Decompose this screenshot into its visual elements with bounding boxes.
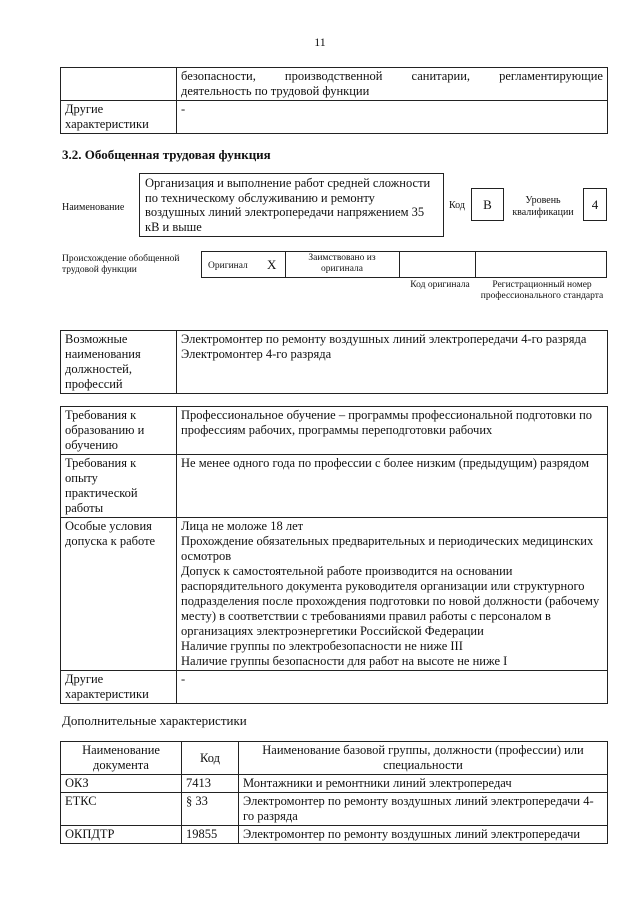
req-label: Требования к опыту практической работы	[61, 455, 177, 518]
table-row	[61, 826, 608, 844]
requirement-row	[61, 518, 608, 671]
borrowed-label: Заимствовано из оригинала	[308, 253, 376, 274]
original-mark: X	[267, 257, 277, 272]
req-line: Наличие группы безопасности для работ на высоте не ниже I	[181, 654, 508, 668]
cell-doc: ОКПДТР	[61, 826, 182, 844]
header-code: Код	[182, 742, 239, 775]
code-caption: Код оригинала	[410, 280, 470, 290]
section-title: 3.2. Обобщенная трудовая функция	[62, 147, 271, 162]
code-label: Код	[449, 200, 465, 211]
cell-doc: ЕТКС	[61, 793, 182, 826]
table-row	[61, 793, 608, 826]
positions-table	[60, 330, 608, 394]
level-label: Уровень квалификации	[512, 195, 574, 218]
header-name: Наименование базовой группы, должности (профессии) или специальности	[239, 742, 608, 775]
original-label: Оригинал	[208, 261, 248, 271]
additional-header-row	[61, 742, 608, 775]
position-item: Электромонтер по ремонту воздушных линий электропередачи 4-го разряда	[181, 332, 587, 346]
req-line: Лица не моложе 18 лет	[181, 519, 304, 533]
req-label: Особые условия допуска к работе	[61, 518, 177, 671]
cell-name: Монтажники и ремонтники линий электропередач	[239, 775, 608, 793]
level-value: 4	[583, 188, 607, 221]
top-word: регламентирующие	[499, 69, 603, 83]
top-table	[60, 67, 608, 134]
requirement-row	[61, 455, 608, 518]
additional-title: Дополнительные характеристики	[62, 713, 247, 728]
other-value: -	[177, 101, 608, 134]
requirement-row	[61, 671, 608, 704]
req-value: Профессиональное обучение – программы профессиональной подготовки по профессиям рабочих, программы переподготовки рабочих	[177, 407, 608, 455]
position-item: Электромонтер 4-го разряда	[181, 347, 332, 361]
cell-code: 19855	[182, 826, 239, 844]
req-label: Требования к образованию и обучению	[61, 407, 177, 455]
reg-caption: Регистрационный номер профессионального стандарта	[480, 280, 604, 301]
cell-name: Электромонтер по ремонту воздушных линий электропередачи 4-го разряда	[239, 793, 608, 826]
table-row	[61, 775, 608, 793]
page-number: 11	[314, 35, 326, 49]
cell-name: Электромонтер по ремонту воздушных линий электропередачи	[239, 826, 608, 844]
req-value: -	[177, 671, 608, 704]
code-value: В	[471, 188, 504, 221]
origin-box	[201, 251, 607, 278]
cell-code: 7413	[182, 775, 239, 793]
top-word: санитарии,	[411, 69, 471, 83]
req-value: Не менее одного года по профессии с более низким (предыдущим) разрядом	[177, 455, 608, 518]
req-line: Допуск к самостоятельной работе производится на основании распорядительного документа руководителя организации или структурного подразделения после прохождения подготовки по новой должности (рабочему месту) в соответствии с требованиями правил работы с персоналом в организациях электроэнергетики Российской Федерации	[181, 564, 600, 638]
top-line2: деятельность по трудовой функции	[181, 84, 370, 98]
origin-label: Происхождение обобщенной трудовой функции	[62, 254, 180, 275]
top-word: производственной	[284, 69, 383, 83]
name-label: Наименование	[62, 202, 125, 213]
requirement-row	[61, 407, 608, 455]
top-word: безопасности,	[181, 69, 256, 83]
additional-table	[60, 741, 608, 844]
other-label: Другие характеристики	[61, 101, 177, 134]
requirements-table	[60, 406, 608, 704]
req-line: Прохождение обязательных предварительных и периодических медицинских осмотров	[181, 534, 594, 563]
cell-code: § 33	[182, 793, 239, 826]
req-label: Другие характеристики	[61, 671, 177, 704]
req-line: Наличие группы по электробезопасности не ниже III	[181, 639, 463, 653]
positions-label: Возможные наименования должностей, профессий	[61, 331, 177, 394]
header-doc: Наименование документа	[61, 742, 182, 775]
cell-doc: ОКЗ	[61, 775, 182, 793]
name-value: Организация и выполнение работ средней сложности по техническому обслуживанию и ремонту воздушных линий электропередачи напряжением 35 кВ и выше	[139, 173, 444, 237]
